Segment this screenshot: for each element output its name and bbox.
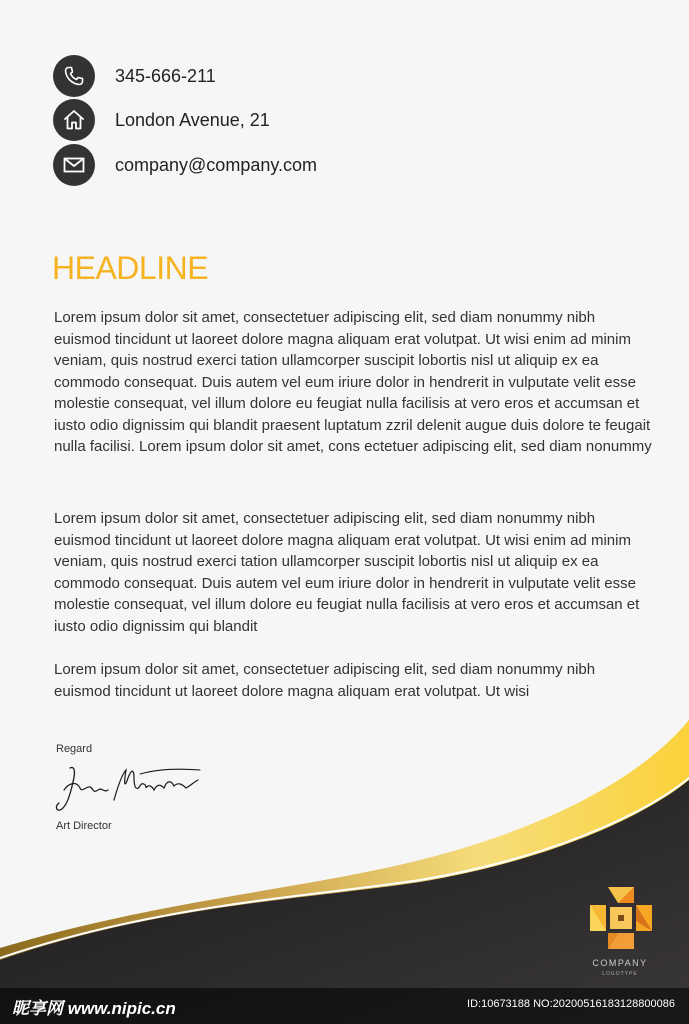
- phone-number: 345-666-211: [115, 65, 216, 86]
- watermark: 昵享网 www.nipic.cn: [12, 999, 176, 1018]
- company-logo-icon: [588, 885, 654, 956]
- company-logo-subtitle: LOGOTYPE: [602, 971, 638, 977]
- email-text: company@company.com: [115, 154, 318, 175]
- paragraph-1: Lorem ipsum dolor sit amet, consectetuer adipiscing elit, sed diam nonummy nibh euismod tincidunt ut laoreet dolore magna aliquam erat volutpat. Ut wisi enim ad minim veniam, quis nostrud exerci tation ullamcorper suscipit lobortis nisl ut aliquip ex ea commodo consequat. Duis autem vel eum iriure dolor in hendrerit in vulputate velit esse molestie consequat, vel illum dolore eu feugiat nulla facilisis at vero eros et accumsan et iusto odio dignissim qui blandit praesent luptatum zzril delenit augue duis dolore te feugait nulla facilisi. Lorem ipsum dolor sit amet, cons ectetuer adipiscing elit, sed diam nonummy: [54, 309, 652, 455]
- company-logo-name: COMPANY: [592, 958, 648, 968]
- paragraph-3: Lorem ipsum dolor sit amet, consectetuer adipiscing elit, sed diam nonummy nibh euismod tincidunt ut laoreet dolore magna aliquam erat volutpat. Ut wisi: [54, 661, 596, 700]
- closing-regard: Regard: [56, 743, 93, 755]
- signer-role: Art Director: [56, 820, 112, 832]
- headline: HEADLINE: [52, 250, 209, 286]
- paragraph-2: Lorem ipsum dolor sit amet, consectetuer adipiscing elit, sed diam nonummy nibh euismod tincidunt ut laoreet dolore magna aliquam erat volutpat. Ut wisi enim ad minim veniam, quis nostrud exerci tation ullamcorper suscipit lobortis nisl ut aliquip ex ea commodo consequat. Duis autem vel eum iriure dolor in hendrerit in vulputate velit esse molestie consequat, vel illum dolore eu feugiat nulla facilisis at vero eros et accumsan et iusto odio dignissim qui blandit: [54, 510, 640, 635]
- image-id: ID:10673188 NO:20200516183128800086: [467, 998, 675, 1010]
- address-text: London Avenue, 21: [115, 109, 270, 130]
